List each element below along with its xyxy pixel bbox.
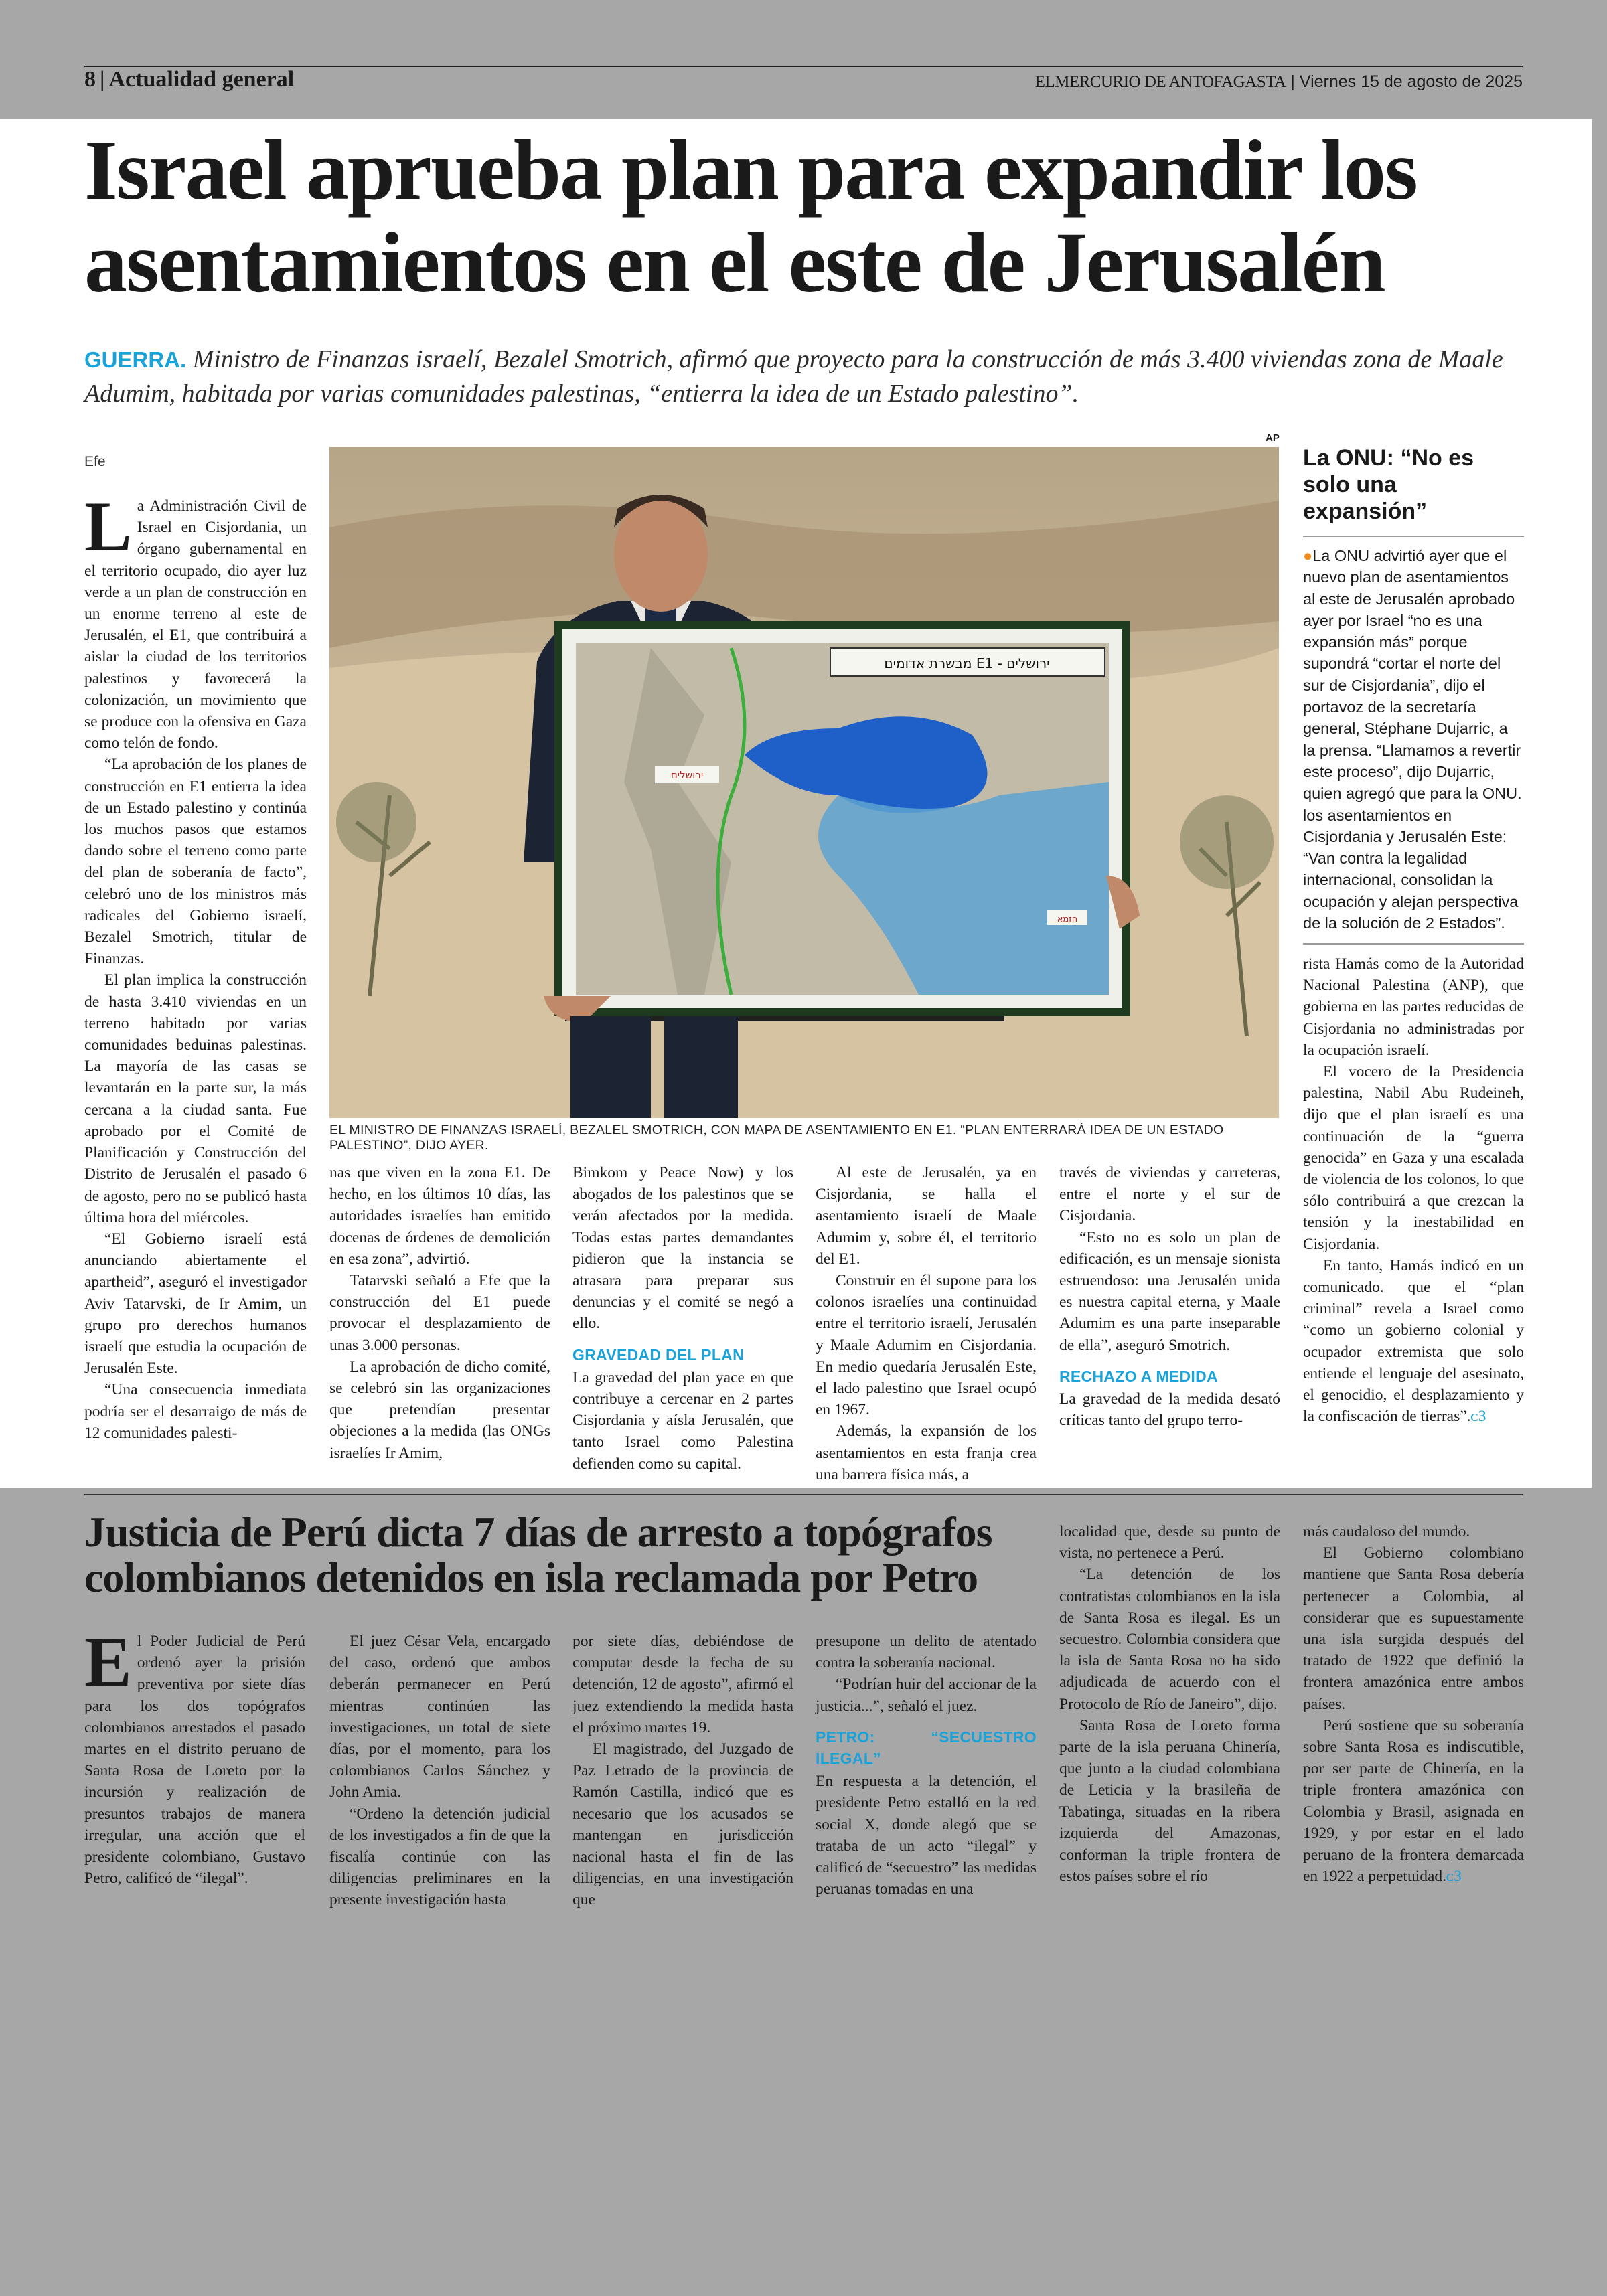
article-photo (329, 447, 1279, 1118)
map-label-city: ירושלים (670, 769, 704, 781)
paragraph: más caudaloso del mundo. (1303, 1523, 1470, 1540)
end-mark: ᴄЗ (1470, 1408, 1486, 1426)
second-column-1 (84, 1623, 305, 1889)
map-label-east: חזמא (1057, 914, 1078, 924)
section-name: Actualidad general (108, 67, 295, 92)
page-header-publication: ELMERCURIO DE ANTOFAGASTA | Viernes 15 de agosto de 2025 (1035, 72, 1523, 91)
dek-kicker: GUERRA. (84, 347, 187, 372)
story-divider (84, 1494, 1523, 1495)
map-title: מבשרת אדומים E1 - ירושלים (884, 655, 1050, 671)
end-mark: ᴄЗ (1446, 1868, 1462, 1886)
header-divider: | (100, 67, 105, 92)
paragraph: El plan implica la construcción de hasta 3.410 viviendas en un terreno habitado por varias comunidades beduinas palestinas. La mayoría de las casas se levantarán en la parte sur, la más cercana a la ciudad santa. Fue aprobado por el Comité de Planificación y Construcción del Distrito de Jerusalén el pasado 6 de agosto, pero no se publicó hasta última hora del miércoles. (84, 971, 307, 1226)
second-headline (84, 1509, 1035, 1601)
paragraph (1303, 1255, 1524, 1428)
smotrich-map-photo (329, 447, 1279, 1118)
paragraph-text: En tanto, Hamás indicó en un comunicado. que el “plan criminal” revela a Israel como “como un gobierno colonial y ocupador extremista que solo entiende el lenguaje del asesinato, el genocidio, el desplazamiento y la confiscación de tierras”. (1303, 1256, 1524, 1426)
article-column-4 (816, 1162, 1037, 1485)
article-column-1 (84, 487, 307, 1444)
paragraph: “Esto no es solo un plan de edificación, es un mensaje sionista estruendoso: una Jerusalén unida es nuestra capital eterna, y Maale Adumim es una parte inseparable de ella”, aseguró Smotrich. (1059, 1228, 1280, 1354)
article-column-3 (572, 1162, 793, 1475)
paragraph: Construir en él supone para los colonos israelíes una continuidad entre el territorio israelí, Jerusalén y Maale Adumim en Cisjordania. En medio quedaría Jerusalén Este, el lado palestino que Israel ocupó en 1967. (816, 1272, 1037, 1419)
paragraph: La gravedad del plan yace en que contribuye a cercenar en 2 partes Cisjordania y aísla Jerusalén, que tanto Israel como Palestina defienden como su capital. (572, 1368, 793, 1473)
paragraph: nas que viven en la zona E1. De hecho, en los últimos 10 días, las autoridades israelíes han emitido docenas de órdenes de demolición en esa zona”, advirtió. (329, 1164, 550, 1268)
paragraph: Además, la expansión de los asentamientos en esta franja crea una barrera física más, a (816, 1422, 1037, 1483)
paragraph: localidad que, desde su punto de vista, no pertenece a Perú. (1059, 1523, 1280, 1562)
article-headline (84, 124, 1524, 309)
paragraph: Al este de Jerusalén, ya en Cisjordania, se halla el asentamiento israelí de Maale Adumim y, sobre él, el territorio del E1. (816, 1164, 1037, 1268)
dek-text: Ministro de Finanzas israelí, Bezalel Smotrich, afirmó que proyecto para la construcción de más 3.400 viviendas zona de Maale Adumim, habitada por varias comunidades palestinas, “entierra la idea de un Estado palestino”. (84, 345, 1503, 408)
headline-line-2: asentamientos en el este de Jerusalén (84, 215, 1385, 310)
paragraph: Bimkom y Peace Now) y los abogados de los palestinos que se verán afectados por la medida. Todas estas partes demandantes pidieron que la instancia se atrasara para preparar sus denuncias y el comité se negó a ello. (572, 1164, 793, 1333)
paragraph: “Una consecuencia inmediata podría ser el desarraigo de más de 12 comunidades palesti- (84, 1381, 307, 1442)
page-number: 8 (84, 67, 96, 92)
paragraph: presupone un delito de atentado contra la soberanía nacional. (816, 1633, 1037, 1672)
subhead: RECHAZO A MEDIDA (1059, 1367, 1218, 1385)
paragraph: El Gobierno colombiano mantiene que Santa Rosa debería pertenecer a Colombia, al considerar que es supuestamente una isla surgida después del tratado de 1922 que definió la frontera amazónica entre ambos países. (1303, 1544, 1524, 1713)
second-column-6 (1303, 1521, 1524, 1887)
publication-date: Viernes 15 de agosto de 2025 (1299, 72, 1523, 91)
paragraph: El juez César Vela, encargado del caso, ordenó que ambos deberán permanecer en Perú mientras continúen las investigaciones, un total de siete días, por el momento, para los colombianos Carlos Sánchez y John Amia. (329, 1633, 550, 1801)
paragraph: “El Gobierno israelí está anunciando abiertamente el apartheid”, aseguró el investigador Aviv Tatarvski, de Ir Amim, un grupo pro derechos humanos israelí que estudia la ocupación de Jerusalén Este. (84, 1230, 307, 1378)
headline-line-1: Israel aprueba plan para expandir los (84, 122, 1417, 218)
paragraph: Santa Rosa de Loreto forma parte de la isla peruana Chinería, que junto a la ciudad colombiana de Leticia y la brasileña de Tabatinga, situadas en la ribera izquierda del Amazonas, conforman la triple frontera de estos países sobre el río (1059, 1716, 1280, 1886)
paragraph: En respuesta a la detención, el presidente Petro estalló en la red social X, donde alegó que se trataba de un acto “ilegal” y calificó de “secuestro” las medidas peruanas tomadas en una (816, 1773, 1037, 1898)
subhead: GRAVEDAD DEL PLAN (572, 1345, 744, 1364)
paragraph: “La detención de los contratistas colombianos en la isla de Santa Rosa es ilegal. Es un secuestro. Colombia considera que la isla de Santa Rosa no ha sido adjudicada de acuerdo con el Protocolo de Río de Janeiro”, dijo. (1059, 1566, 1280, 1713)
photo-credit: AP (1266, 432, 1280, 444)
article-dek (84, 343, 1524, 410)
article-column-2 (329, 1162, 550, 1464)
article-column-5 (1059, 1162, 1280, 1431)
second-column-2 (329, 1631, 550, 1911)
sidebar-title: La ONU: “No es solo una expansión” (1303, 445, 1474, 524)
paragraph: La aprobación de dicho comité, se celebró sin las organizaciones que pretendían presentar objeciones a la medida (las ONGs israelíes Ir Amim, (329, 1358, 550, 1462)
dropcap: L (84, 487, 132, 566)
sidebar-rule (1303, 536, 1524, 537)
byline: Efe (84, 454, 106, 469)
page-header-section (84, 67, 294, 92)
paragraph (1303, 1715, 1524, 1888)
paragraph: Tatarvski señaló a Efe que la construcción del E1 puede provocar el desplazamiento de unas 3.000 personas. (329, 1272, 550, 1354)
paragraph: por siete días, debiéndose de computar desde la fecha de su detención, 12 de agosto”, afirmó el juez extendiendo la medida hasta el próximo martes 19. (572, 1633, 793, 1736)
header-rule (84, 66, 1523, 67)
paragraph: “La aprobación de los planes de construcción en E1 entierra la idea de un Estado palestino y continúa los muchos pasos que estamos dando sobre el terreno como parte del plan de soberanía de facto”, celebró uno de los ministros más radicales del Gobierno israelí, Bezalel Smotrich, titular de Finanzas. (84, 756, 307, 968)
headline-line-1: Justicia de Perú dicta 7 días de arresto a topógrafos (84, 1508, 992, 1556)
sidebar-rule-bottom (1303, 943, 1524, 945)
bullet-icon: ● (1303, 547, 1313, 564)
photo-caption: EL MINISTRO DE FINANZAS ISRAELÍ, BEZALEL SMOTRICH, CON MAPA DE ASENTAMIENTO EN E1. “PLAN ENTERRARÁ IDEA DE UN ESTADO PALESTINO”, DIJO AYER. (329, 1123, 1224, 1153)
headline-line-2: colombianos detenidos en isla reclamada por Petro (84, 1554, 978, 1601)
dropcap: E (84, 1623, 132, 1701)
second-column-3 (572, 1631, 793, 1911)
paragraph: l Poder Judicial de Perú ordenó ayer la prisión preventiva por siete días para los dos topógrafos colombianos arrestados el pasado martes en el distrito peruano de Santa Rosa de Loreto por la incursión y realización de presuntos trabajos de manera irregular, una acción que el presidente colombiano, Gustavo Petro, calificó de “ilegal”. (84, 1633, 305, 1888)
sidebar-text: La ONU advirtió ayer que el nuevo plan de asentamientos al este de Jerusalén aprobado ayer por Israel “no es una expansión más” porque supondrá “cortar el norte del sur de Cisjordania”, dijo el portavoz de la secretaría general, Stéphane Dujarric, a la prensa. “Llamamos a revertir este proceso”, dijo Dujarric, quien agregó que para la ONU. los asentamientos en Cisjordania y Jerusalén Este: “Van contra la legalidad internacional, consolidan la ocupación y alejan perspectiva de la solución de 2 Estados”. (1303, 547, 1522, 932)
article-column-6 (1303, 953, 1524, 1427)
sidebar-body (1303, 545, 1524, 934)
paragraph: “Ordeno la detención judicial de los investigados a fin de que la fiscalía continúe con las diligencias preliminares en la presente investigación hasta (329, 1805, 550, 1909)
sidebar (1303, 444, 1524, 945)
second-column-4 (816, 1631, 1037, 1900)
paragraph-text: Perú sostiene que su soberanía sobre Santa Rosa es indiscutible, por ser parte de Chinería, en la triple frontera amazónica con Colombia y Brasil, asignada en 1929, y por estar en el lado peruano de la frontera demarcada en 1922 a perpetuidad. (1303, 1716, 1524, 1886)
publication-name: ELMERCURIO DE ANTOFAGASTA (1035, 73, 1286, 91)
paragraph: a Administración Civil de Israel en Cisjordania, un órgano gubernamental en el territorio ocupado, dio ayer luz verde a un plan de construcción en un enorme terreno al este de Jerusalén, el E1, que contribuirá a aislar la ciudad de los territorios palestinos y favorecerá la colonización, un movimiento que se produce con la ofensiva en Gaza como telón de fondo. (84, 497, 307, 752)
second-column-5 (1059, 1521, 1280, 1887)
paragraph: través de viviendas y carreteras, entre el norte y el sur de Cisjordania. (1059, 1164, 1280, 1225)
paragraph: El magistrado, del Juzgado de Paz Letrado de la provincia de Ramón Castilla, indicó que es necesario que los acusados se mantengan en jurisdicción nacional hasta el fin de las diligencias, en una investigación que (572, 1740, 793, 1909)
paragraph: rista Hamás como de la Autoridad Nacional Palestina (ANP), que gobierna en las partes reducidas de Cisjordania no administradas por la ocupación israelí. (1303, 955, 1524, 1059)
paragraph: “Podrían huir del accionar de la justicia...”, señaló el juez. (816, 1675, 1037, 1715)
paragraph: La gravedad de la medida desató críticas tanto del grupo terro- (1059, 1390, 1280, 1430)
subhead: PETRO: “SECUESTRO ILEGAL” (816, 1728, 1037, 1768)
paragraph: El vocero de la Presidencia palestina, Nabil Abu Rudeineh, dijo que el plan israelí es una continuación de la “guerra genocida” en Gaza y una escalada de violencia de los colonos, lo que sólo contribuirá a que crezcan la tensión y la inestabilidad en Cisjordania. (1303, 1063, 1524, 1253)
